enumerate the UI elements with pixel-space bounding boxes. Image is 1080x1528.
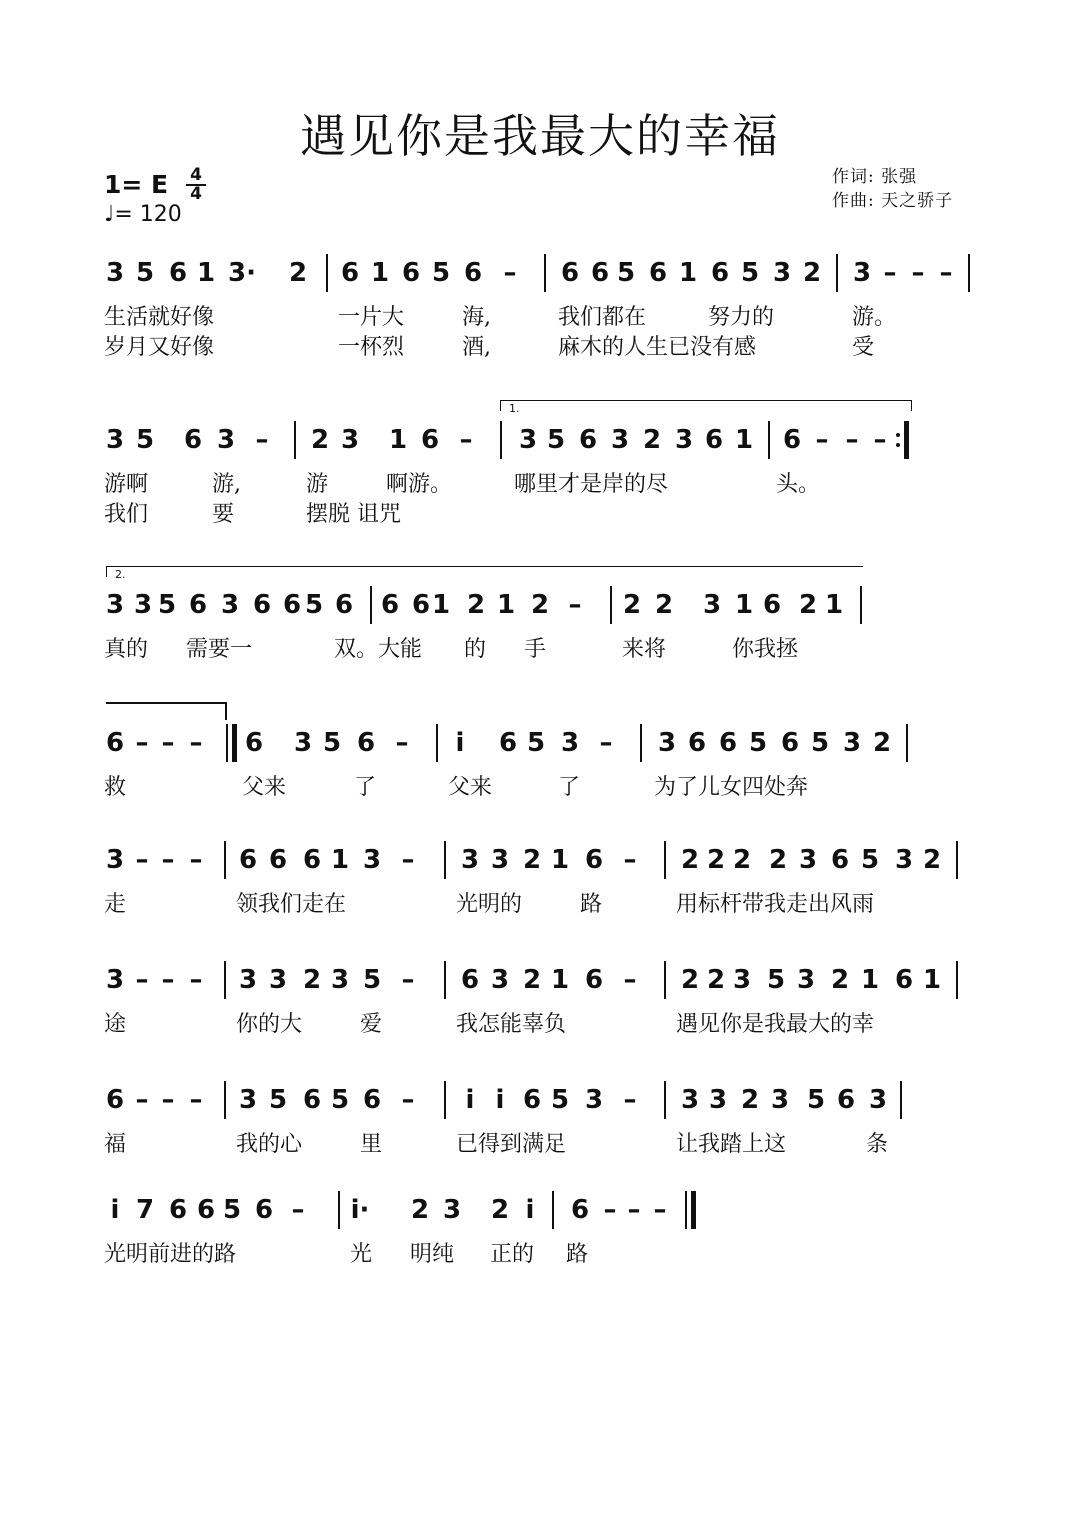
lyric-line-1: 福 <box>104 1132 127 1157</box>
note: 5 <box>431 258 451 288</box>
lyric-line-2: 一杯烈 <box>338 335 405 360</box>
note: – <box>401 1085 415 1115</box>
note: – <box>883 258 897 288</box>
note: – <box>189 965 203 995</box>
song-title: 遇见你是我最大的幸福 <box>300 109 780 163</box>
note: 6 <box>380 590 400 620</box>
note: 2 <box>922 845 942 875</box>
note: 3 <box>560 728 580 758</box>
lyric-line-1: 父来 <box>448 775 493 800</box>
note: 1 <box>370 258 390 288</box>
note: – <box>599 728 613 758</box>
note: 3 <box>518 425 538 455</box>
note: – <box>135 845 149 875</box>
note: 1 <box>330 845 350 875</box>
barline <box>610 586 612 624</box>
lyric-line-1: 游。 <box>852 305 897 330</box>
lyric-line-1: 明纯 <box>410 1242 455 1267</box>
note: 6 <box>252 590 272 620</box>
barline <box>224 841 226 879</box>
note: 6 <box>590 258 610 288</box>
note: – <box>135 1085 149 1115</box>
note: 1 <box>734 425 754 455</box>
note: 1 <box>922 965 942 995</box>
repeat-end-barline <box>896 421 910 459</box>
first-ending-bracket <box>500 400 912 415</box>
note: 5 <box>135 425 155 455</box>
note: 3 <box>798 845 818 875</box>
note: 2 <box>654 590 674 620</box>
lyric-line-1: 生活就好像 <box>104 305 215 330</box>
note: 3 <box>657 728 677 758</box>
note: 2 <box>530 590 550 620</box>
lyric-line-2: 岁月又好像 <box>104 335 215 360</box>
note: – <box>401 965 415 995</box>
barline <box>338 1191 340 1229</box>
note: 6 <box>254 1195 274 1225</box>
note: – <box>623 1085 637 1115</box>
note: 2 <box>732 845 752 875</box>
note: 3 <box>238 965 258 995</box>
note: i <box>110 1195 120 1225</box>
note: – <box>189 845 203 875</box>
note: 3 <box>460 845 480 875</box>
lyric-line-1: 条 <box>866 1132 889 1157</box>
lyric-line-1: 已得到满足 <box>456 1132 567 1157</box>
note: 6 <box>704 425 724 455</box>
second-ending-bracket <box>106 566 863 581</box>
lyric-line-1: 游啊 <box>104 472 149 497</box>
note: 6 <box>244 728 264 758</box>
note: 1 <box>678 258 698 288</box>
note: 3 <box>293 728 313 758</box>
note: 1 <box>496 590 516 620</box>
note: 3 <box>868 1085 888 1115</box>
note: 3 <box>216 425 236 455</box>
note: 3 <box>238 1085 258 1115</box>
lyric-line-1: 你的大 <box>236 1012 303 1037</box>
note: 5 <box>806 1085 826 1115</box>
lyric-line-1: 头。 <box>776 472 821 497</box>
barline <box>956 841 958 879</box>
lyric-line-2: 麻木的人生已没有感 <box>558 335 757 360</box>
note: 6 <box>460 965 480 995</box>
note: 6 <box>710 258 730 288</box>
note: 1 <box>734 590 754 620</box>
note: – <box>459 425 473 455</box>
lyric-line-1: 里 <box>360 1132 383 1157</box>
note: – <box>189 1085 203 1115</box>
barline <box>860 586 862 624</box>
note: 6 <box>648 258 668 288</box>
lyric-line-1: 为了儿女四处奔 <box>654 775 809 800</box>
lyric-line-2: 受 <box>852 335 875 360</box>
note: 2 <box>288 258 308 288</box>
note: 1 <box>860 965 880 995</box>
note: 3 <box>732 965 752 995</box>
note: 1 <box>388 425 408 455</box>
lyric-line-1: 游 <box>306 472 329 497</box>
note: 6 <box>498 728 518 758</box>
note: 6 <box>718 728 738 758</box>
note: 5 <box>748 728 768 758</box>
note: 3 <box>702 590 722 620</box>
lyric-line-1: 走 <box>104 892 127 917</box>
note: – <box>568 590 582 620</box>
lyric-line-1: 正的 <box>490 1242 535 1267</box>
lyric-line-1: 爱 <box>360 1012 383 1037</box>
note: 3 <box>105 258 125 288</box>
note: i· <box>350 1195 370 1225</box>
note: 5 <box>322 728 342 758</box>
note: 6 <box>782 425 802 455</box>
note: 6 <box>762 590 782 620</box>
note: 3 <box>105 425 125 455</box>
lyric-line-1: 救 <box>104 775 127 800</box>
note: 1 <box>824 590 844 620</box>
note: 2 <box>830 965 850 995</box>
note: 2 <box>410 1195 430 1225</box>
note: 1 <box>196 258 216 288</box>
note: 3 <box>105 845 125 875</box>
tempo-marking: ♩= 120 <box>104 202 182 227</box>
lyric-line-2: 摆脱 诅咒 <box>306 502 401 527</box>
lyric-line-1: 游, <box>212 472 241 497</box>
note: 3 <box>852 258 872 288</box>
note: 2 <box>680 845 700 875</box>
note: 5 <box>526 728 546 758</box>
note: 6 <box>340 258 360 288</box>
note: 2 <box>490 1195 510 1225</box>
note: 5 <box>222 1195 242 1225</box>
barline <box>900 1081 902 1119</box>
note: i <box>525 1195 535 1225</box>
note: 7 <box>135 1195 155 1225</box>
lyric-line-1: 光 <box>350 1242 373 1267</box>
note: 3 <box>133 590 153 620</box>
note: 3 <box>490 845 510 875</box>
lyric-line-1: 我们都在 <box>558 305 647 330</box>
note: 6 <box>196 1195 216 1225</box>
note: 6 <box>836 1085 856 1115</box>
note: 2 <box>522 965 542 995</box>
note: – <box>623 965 637 995</box>
note: 6 <box>362 1085 382 1115</box>
note: 2 <box>768 845 788 875</box>
lyric-line-1: 我的心 <box>236 1132 303 1157</box>
key-signature: 1= E <box>104 170 169 199</box>
note: 5 <box>550 1085 570 1115</box>
lyric-line-1: 手 <box>524 637 547 662</box>
lyric-line-1: 一片大 <box>338 305 405 330</box>
lyric-line-2: 要 <box>212 502 235 527</box>
lyricist-credit: 作词: 张强 <box>832 167 918 187</box>
barline <box>224 1081 226 1119</box>
lyric-line-2: 我们 <box>104 502 149 527</box>
barline <box>664 841 666 879</box>
note: – <box>603 1195 617 1225</box>
barline <box>500 421 502 459</box>
note: 3 <box>490 965 510 995</box>
note: 2 <box>310 425 330 455</box>
barline <box>326 254 328 292</box>
note: 3· <box>228 258 256 288</box>
note: 5 <box>766 965 786 995</box>
note: – <box>939 258 953 288</box>
double-barline <box>685 1191 696 1229</box>
note: 6 <box>356 728 376 758</box>
note: 3 <box>340 425 360 455</box>
lyric-line-1: 海, <box>462 305 491 330</box>
note: i <box>495 1085 505 1115</box>
note: 6 <box>584 965 604 995</box>
note: 1 <box>431 590 451 620</box>
note: – <box>161 845 175 875</box>
note: i <box>465 1085 475 1115</box>
barline <box>294 421 296 459</box>
note: i <box>455 728 465 758</box>
note: 1 <box>550 965 570 995</box>
note: 3 <box>105 965 125 995</box>
note: – <box>161 965 175 995</box>
lyric-line-1: 来将 <box>622 637 667 662</box>
note: 6 <box>584 845 604 875</box>
note: 5 <box>546 425 566 455</box>
lyric-line-1: 啊游。 <box>386 472 453 497</box>
note: 3 <box>796 965 816 995</box>
lyric-line-1: 双。大能 <box>334 637 423 662</box>
note: 3 <box>708 1085 728 1115</box>
note: 6 <box>268 845 288 875</box>
barline <box>956 961 958 999</box>
note: 5 <box>616 258 636 288</box>
time-signature-top: 4 <box>190 165 202 185</box>
note: – <box>815 425 829 455</box>
note: 6 <box>687 728 707 758</box>
note: 3 <box>330 965 350 995</box>
lyric-line-1: 需要一 <box>186 637 253 662</box>
lyric-line-1: 路 <box>580 892 603 917</box>
note: – <box>161 728 175 758</box>
barline <box>444 961 446 999</box>
barline <box>836 254 838 292</box>
note: 6 <box>238 845 258 875</box>
lyric-line-1: 路 <box>566 1242 589 1267</box>
note: 6 <box>401 258 421 288</box>
note: 6 <box>560 258 580 288</box>
note: 5 <box>304 590 324 620</box>
lyric-line-1: 领我们走在 <box>236 892 347 917</box>
barline <box>768 421 770 459</box>
lyric-line-1: 了 <box>354 775 377 800</box>
barline <box>664 1081 666 1119</box>
note: 6 <box>105 728 125 758</box>
barline <box>370 586 372 624</box>
note: 5 <box>268 1085 288 1115</box>
barline <box>444 1081 446 1119</box>
note: 6 <box>522 1085 542 1115</box>
note: – <box>395 728 409 758</box>
lyric-line-1: 我怎能辜负 <box>456 1012 567 1037</box>
note: 3 <box>362 845 382 875</box>
note: 6 <box>578 425 598 455</box>
note: 3 <box>105 590 125 620</box>
note: 6 <box>302 845 322 875</box>
note: 3 <box>442 1195 462 1225</box>
note: 3 <box>772 258 792 288</box>
note: 2 <box>798 590 818 620</box>
note: 3 <box>220 590 240 620</box>
note: – <box>135 965 149 995</box>
note: – <box>911 258 925 288</box>
note: 6 <box>334 590 354 620</box>
note: 6 <box>302 1085 322 1115</box>
note: 5 <box>135 258 155 288</box>
note: – <box>627 1195 641 1225</box>
note: 1 <box>550 845 570 875</box>
note: 3 <box>584 1085 604 1115</box>
note: – <box>255 425 269 455</box>
note: – <box>161 1085 175 1115</box>
note: 5 <box>740 258 760 288</box>
lyric-line-1: 光明的 <box>456 892 523 917</box>
note: 6 <box>188 590 208 620</box>
note: 3 <box>268 965 288 995</box>
note: 3 <box>894 845 914 875</box>
note: 6 <box>463 258 483 288</box>
note: – <box>135 728 149 758</box>
barline <box>444 841 446 879</box>
note: 6 <box>183 425 203 455</box>
note: 2 <box>802 258 822 288</box>
lyric-line-1: 哪里才是岸的尽 <box>514 472 669 497</box>
second-ending-bracket-end <box>106 702 226 704</box>
lyric-line-1: 让我踏上这 <box>676 1132 787 1157</box>
lyric-line-1: 的 <box>464 637 487 662</box>
note: 6 <box>168 1195 188 1225</box>
note: 2 <box>642 425 662 455</box>
first-ending-label: 1. <box>509 402 520 415</box>
note: 2 <box>302 965 322 995</box>
composer-credit: 作曲: 天之骄子 <box>832 191 954 211</box>
lyric-line-2: 酒, <box>462 335 491 360</box>
note: 3 <box>674 425 694 455</box>
note: – <box>873 425 887 455</box>
note: 2 <box>706 965 726 995</box>
note: – <box>623 845 637 875</box>
note: 6 <box>105 1085 125 1115</box>
note: – <box>401 845 415 875</box>
barline <box>224 961 226 999</box>
note: 6 <box>282 590 302 620</box>
lyric-line-1: 光明前进的路 <box>104 1242 237 1267</box>
second-ending-label: 2. <box>115 568 126 581</box>
note: 5 <box>362 965 382 995</box>
barline <box>906 724 908 762</box>
note: 2 <box>466 590 486 620</box>
note: 3 <box>680 1085 700 1115</box>
note: – <box>291 1195 305 1225</box>
barline <box>968 254 970 292</box>
lyric-line-1: 用标杆带我走出风雨 <box>676 892 875 917</box>
note: 2 <box>740 1085 760 1115</box>
note: 6 <box>420 425 440 455</box>
note: 5 <box>810 728 830 758</box>
note: 3 <box>842 728 862 758</box>
barline <box>544 254 546 292</box>
note: – <box>503 258 517 288</box>
note: 5 <box>330 1085 350 1115</box>
lyric-line-1: 遇见你是我最大的幸 <box>676 1012 875 1037</box>
note: 6 <box>894 965 914 995</box>
note: – <box>653 1195 667 1225</box>
barline <box>664 961 666 999</box>
note: 5 <box>860 845 880 875</box>
lyric-line-1: 真的 <box>104 637 149 662</box>
barline <box>436 724 438 762</box>
double-barline <box>226 724 237 762</box>
note: 6 <box>168 258 188 288</box>
lyric-line-1: 父来 <box>242 775 287 800</box>
time-signature-bottom: 4 <box>190 184 202 204</box>
note: 2 <box>872 728 892 758</box>
note: 2 <box>706 845 726 875</box>
note: – <box>189 728 203 758</box>
note: 6 <box>830 845 850 875</box>
barline <box>552 1191 554 1229</box>
lyric-line-1: 你我拯 <box>732 637 799 662</box>
note: – <box>845 425 859 455</box>
note: 3 <box>610 425 630 455</box>
note: 3 <box>770 1085 790 1115</box>
lyric-line-1: 途 <box>104 1012 127 1037</box>
lyric-line-1: 了 <box>558 775 581 800</box>
note: 2 <box>522 845 542 875</box>
note: 5 <box>157 590 177 620</box>
lyric-line-1: 努力的 <box>708 305 775 330</box>
note: 2 <box>680 965 700 995</box>
note: 6 <box>780 728 800 758</box>
time-signature <box>186 165 206 204</box>
note: 6 <box>411 590 431 620</box>
barline <box>640 724 642 762</box>
note: 2 <box>622 590 642 620</box>
note: 6 <box>570 1195 590 1225</box>
